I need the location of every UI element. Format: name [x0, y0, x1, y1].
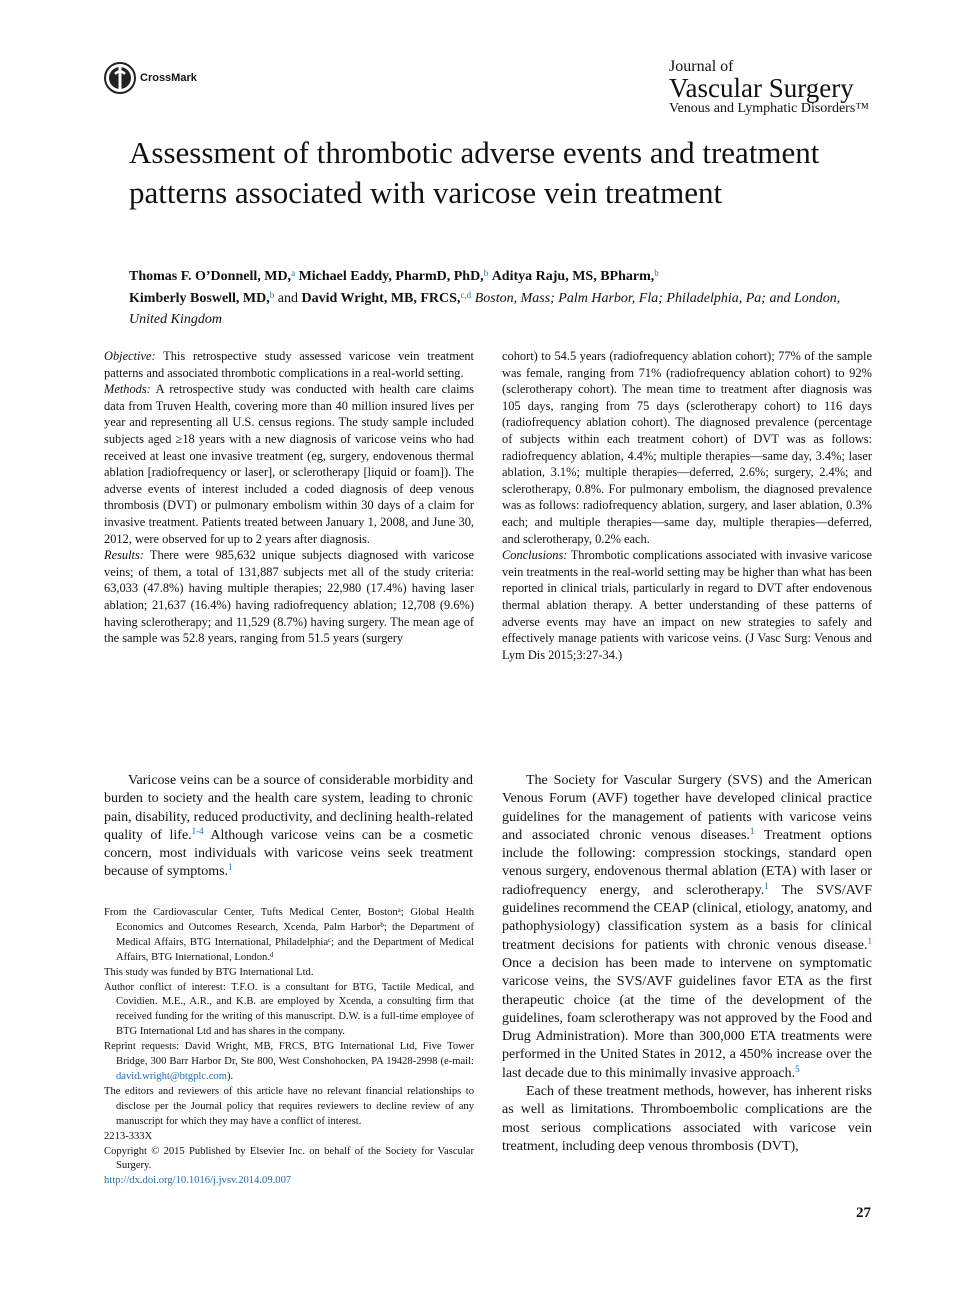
author-name: Aditya Raju, MS, BPharm,: [491, 269, 655, 284]
abstract-text: There were 985,632 unique subjects diagnosed with varicose veins; of them, a total of 131,887 subjects met all of the study criteria: 63,033 (47.8%) having multiple therapies; 22,980 (17.4%) having laser ablation; 21,637 (16.4%) having radiofrequency ablation; 12,708 (9.6%) having sclerotherapy; and 11,529 (8.7%) having surgery. The mean age of the sample was 52.8 years, ranging from 51.5 years (surgery: [104, 548, 474, 646]
journal-logo: [669, 58, 869, 117]
note-marker: d: [269, 950, 274, 959]
body-text: The Society for Vascular Surgery (SVS) and the American Venous Forum (AVF) together have developed clinical practice guidelines for the management of patients with varicose veins and associated chronic venous diseases.: [502, 773, 872, 843]
abstract-results: [104, 547, 474, 647]
abstract-left-column: [104, 348, 474, 647]
reference-link[interactable]: 1: [749, 825, 755, 836]
abstract-conclusions: [502, 547, 872, 663]
note-text: ).: [226, 1070, 234, 1082]
author-name: Thomas F. O’Donnell, MD,: [129, 269, 292, 284]
abstract-text: This retrospective study assessed varicose vein treatment patterns and associated thrombotic complications in a real-world setting.: [104, 349, 474, 380]
author-name: Michael Eaddy, PharmD, PhD,: [298, 269, 484, 284]
note-marker: a: [397, 906, 401, 914]
abstract-text: Thrombotic complications associated with invasive varicose vein treatments in the real-world setting may be higher than what has been reported in clinical trials, particularly in regard to DVT after endovenous thermal ablation therapy. A better understanding of these patterns of adverse events may have an impact on new strategies to safely and effectively manage patients with varicose veins. (J Vasc Surg: Venous and Lym Dis 2015;3:27-34.): [502, 548, 872, 662]
article-title: Assessment of thrombotic adverse events and treatment patterns associated with varicose vein treatment: [129, 135, 820, 210]
body-text: Varicose veins can be a source of considerable morbidity and burden to society and the health care system, leading to chronic pain, disability, reduced productivity, and declining health-related quality of life.: [104, 773, 473, 843]
author-name: Kimberly Boswell, MD,: [129, 290, 270, 306]
body-paragraph: [502, 772, 872, 1083]
note-text: From the Cardiovascular Center, Tufts Medical Center, Boston: [104, 907, 398, 918]
editors-note: The editors and reviewers of this article have no relevant financial relationships to disclose per the Journal policy that requires reviewers to decline review of any manuscript for which they may have a conflict of interest.: [104, 1085, 474, 1127]
abstract-label: Objective:: [104, 349, 156, 363]
abstract-label: Results:: [104, 548, 144, 563]
reference-link[interactable]: 1-4: [191, 825, 204, 836]
body-paragraph: [104, 772, 473, 882]
journal-line-2: Vascular Surgery: [669, 73, 854, 103]
crossmark-icon: [104, 62, 136, 94]
reprint-note: [104, 1040, 474, 1085]
conflict-note: Author conflict of interest: T.F.O. is a consultant for BTG, Tactile Medical, and Covidien. M.E., A.R., and K.B. are employed by Xcenda, a consulting firm that received funding for the writing of this manuscript. D.W. is a full-time employee of BTG International Ltd and has shares in the company.: [104, 981, 474, 1038]
affiliation-marker[interactable]: b: [269, 289, 275, 300]
affiliations-note: [104, 906, 474, 966]
crossmark-badge[interactable]: [104, 62, 197, 94]
reference-link[interactable]: 1: [764, 880, 769, 891]
abstract-methods: [104, 381, 474, 547]
body-text: Once a decision has been made to intervene on symptomatic varicose veins, the SVS/AVF guidelines favor ETA as the first therapeutic choice (at the time of the development of the guidelines, foam sclerotherapy was not approved by the Food and Drug Administration). More than 300,000 ETA treatments were performed in the United States in 2012, a 450% increase over the last decade due to this minimally invasive approach.: [502, 955, 872, 1081]
body-text: Although varicose veins can be a cosmetic concern, most individuals with varicose veins seek treatment because of symptoms.: [104, 827, 473, 880]
reference-link[interactable]: 1: [228, 862, 233, 873]
author-name: David Wright, MB, FRCS,: [301, 290, 461, 306]
journal-line-1: Journal of: [669, 58, 734, 75]
affiliation-marker[interactable]: b: [483, 268, 489, 278]
note-text: Reprint requests: David Wright, MB, FRCS, BTG International Ltd, Five Tower Bridge, 300 Barr Harbor Dr, Ste 800, West Conshohocken, PA 19428-2998 (e-mail:: [104, 1041, 474, 1068]
affiliation-marker[interactable]: a: [291, 268, 296, 278]
reference-link[interactable]: 1: [867, 935, 872, 946]
note-text: ; the Department of Medical Affairs, BTG International, Philadelphia: [116, 921, 474, 948]
doi-link[interactable]: http://dx.doi.org/10.1016/j.jvsv.2014.09.007: [104, 1175, 292, 1187]
note-marker: b: [380, 920, 384, 929]
reference-link[interactable]: 5: [795, 1063, 800, 1074]
page-number: 27: [856, 1205, 871, 1221]
funding-note: This study was funded by BTG International Ltd.: [104, 966, 314, 978]
journal-line-3: Venous and Lymphatic Disorders™: [669, 101, 869, 116]
body-left-column: [104, 772, 473, 882]
abstract-text: A retrospective study was conducted with health care claims data from Truven Health, covering more than 40 million insured lives per year and representing all U.S. census regions. The study sample included subjects aged ≥18 years with a new diagnosis of varicose veins who had received at least one invasive treatment (eg, surgery, endovenous thermal ablation [radiofrequency or laser], or sclerotherapy [liquid or foam]). The adverse events of interest included a coded diagnosis of deep venous thrombosis (DVT) or pulmonary embolism within 30 days of a claim for invasive treatment. Patients treated between January 1, 2008, and June 30, 2012, were observed for up to 2 years after diagnosis.: [104, 382, 474, 546]
abstract-label: Conclusions:: [502, 548, 568, 563]
body-text: The SVS/AVF guidelines recommend the CEAP (clinical, etiology, anatomy, and pathophysiology) classification system as a basis for clinical treatment decisions for patients with chronic venous disease.: [502, 882, 872, 953]
affiliation-marker[interactable]: c,d: [460, 289, 472, 300]
note-marker: c: [328, 935, 332, 944]
email-link[interactable]: david.wright@btgplc.com: [116, 1070, 227, 1082]
body-right-column: [502, 772, 872, 1156]
author-conjunction: and: [277, 290, 298, 306]
author-list: [129, 266, 869, 331]
author-locations: Boston, Mass; Palm Harbor, Fla; Philadelphia, Pa; and London, United Kingdom: [129, 290, 841, 327]
article-footnotes: [104, 906, 474, 1189]
note-text: ; and the Department of Medical Affairs, BTG International, London.: [116, 936, 475, 963]
copyright-note: Copyright © 2015 Published by Elsevier Inc. on behalf of the Society for Vascular Surgery.: [104, 1145, 474, 1172]
abstract-right-column: [502, 348, 872, 663]
issn: 2213-333X: [104, 1130, 153, 1142]
affiliation-marker[interactable]: b: [654, 268, 659, 278]
body-text: Treatment options include the following: compression stockings, standard open venous surgery, endovenous thermal ablation (ETA) with laser or radiofrequency energy, and sclerotherapy.: [502, 827, 873, 898]
abstract-results-continued: cohort) to 54.5 years (radiofrequency ablation cohort); 77% of the sample was female, ranging from 71% (radiofrequency ablation cohort) to 92% (sclerotherapy cohort). The mean time to treatment after diagnosis was 105 days, ranging from 75 days (sclerotherapy cohort) to 116 days (radiofrequency ablation cohort). The diagnosed prevalence (percentage of subjects within each treatment cohort) of DVT was as follows: radiofrequency ablation, 4.4%; multiple therapies—same day, 3.4%; laser ablation, 3.1%; multiple therapies—deferred, 2.6%; surgery, 2.4%; and sclerotherapy, 0.8%. For pulmonary embolism, the diagnosed prevalence was as follows: radiofrequency ablation, surgery, and laser ablation, 0.3% each; and multiple therapies—same day, multiple therapies—deferred, and sclerotherapy, 0.2% each.: [502, 349, 872, 546]
abstract-objective: [104, 348, 474, 381]
body-paragraph: Each of these treatment methods, however, has inherent risks as well as limitations. Thromboembolic complications are the most serious complications associated with varicose vein treatment, including deep venous thrombosis (DVT),: [502, 1084, 872, 1154]
abstract-label: Methods:: [104, 382, 151, 397]
note-text: ; Global Health Economics and Outcomes Research, Xcenda, Palm Harbor: [116, 907, 474, 933]
crossmark-label: CrossMark: [140, 72, 197, 84]
